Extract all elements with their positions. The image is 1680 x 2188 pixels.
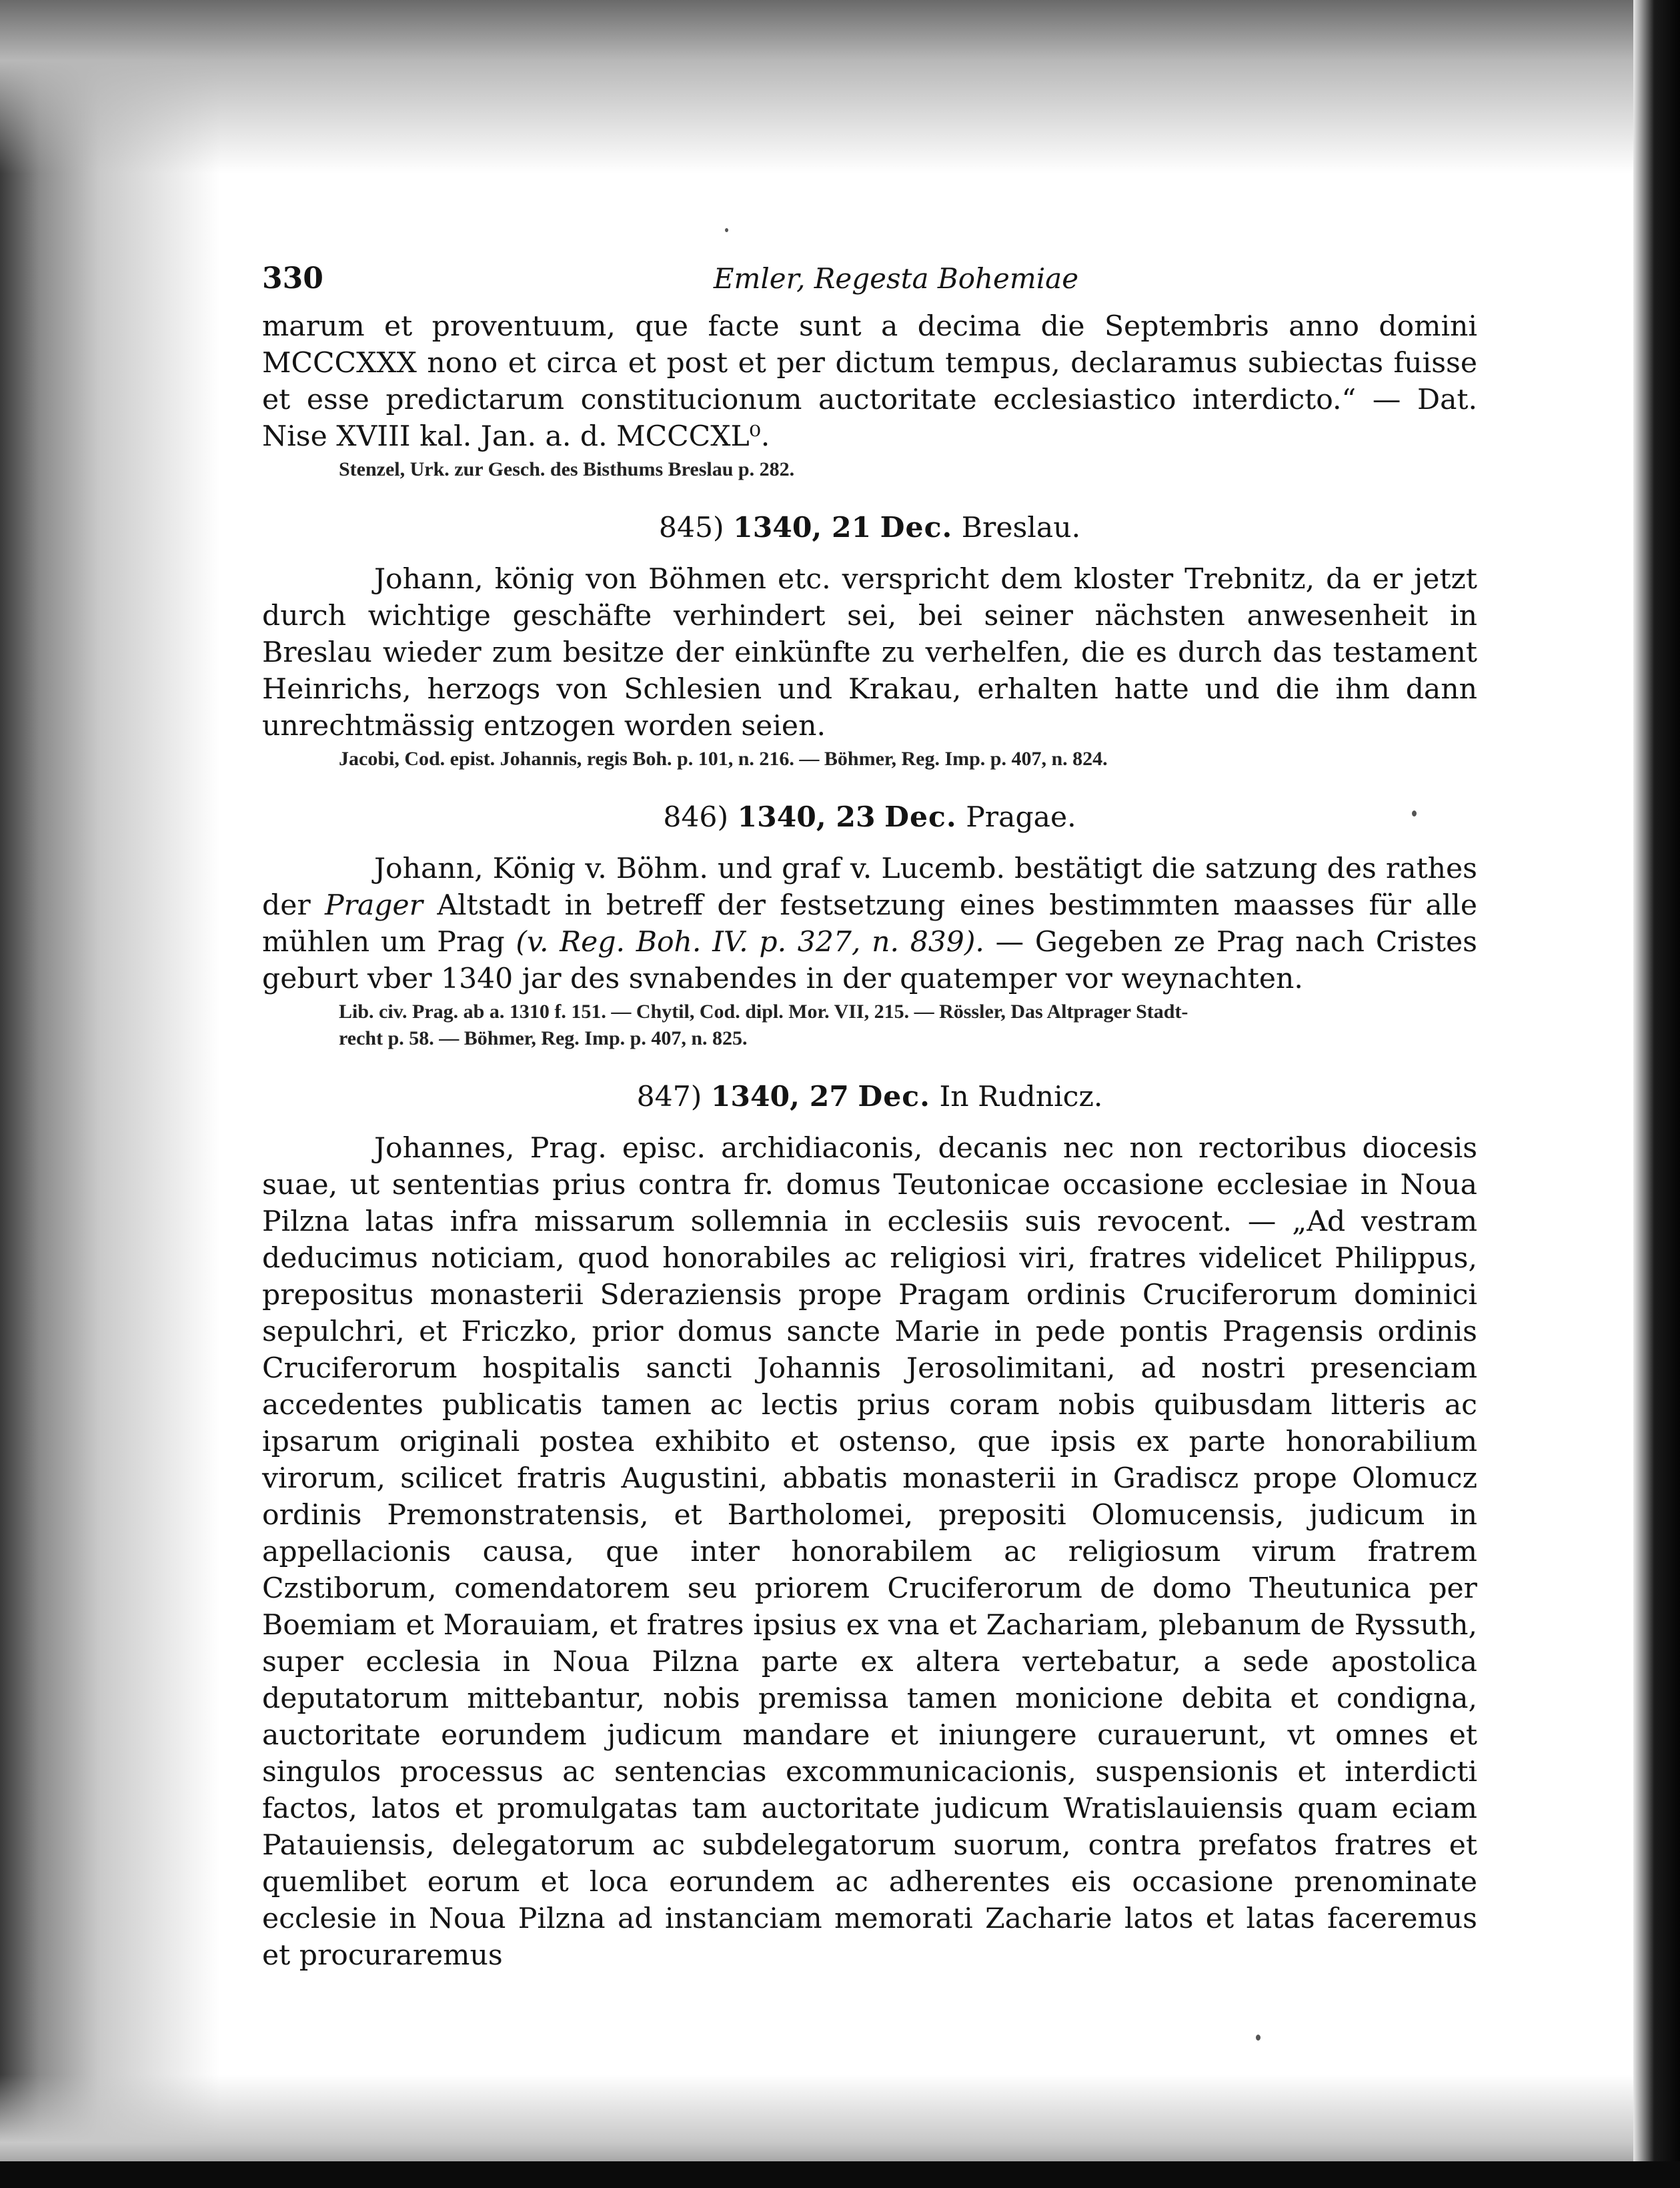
entry-number: 846) <box>663 801 729 834</box>
entry-heading-846 <box>262 799 1477 836</box>
entry-place: Breslau. <box>961 512 1081 544</box>
entry-text-italic: Prager <box>325 889 423 922</box>
entry-text-846 <box>262 851 1477 997</box>
entry-text-part: Altstadt in betreff der festsetzung eines bestimmten maasses für alle mühlen um Prag <box>262 889 1478 959</box>
entry-text-845: Johann, könig von Böhmen etc. verspricht dem kloster Trebnitz, da er jetzt durch wichtige geschäfte verhindert sei, bei seiner nächsten anwesenheit in Breslau wieder zum besitze der einkünfte zu verhelfen, die es durch das testament Heinrichs, herzogs von Schlesien und Krakau, erhalten hatte und die ihm dann unrechtmässig entzogen worden seien. <box>262 563 1477 742</box>
entry-number: 845) <box>658 512 724 544</box>
entry-citation-846: Lib. civ. Prag. ab a. 1310 f. 151. — Chytil, Cod. dipl. Mor. VII, 215. — Rössler, Das Altprager Stadt- <box>339 1001 1188 1023</box>
entry-heading-845 <box>262 510 1477 546</box>
entry-heading-847 <box>262 1079 1477 1115</box>
running-header <box>262 260 1477 307</box>
entry-place: In Rudnicz. <box>939 1081 1103 1113</box>
intro-citation: Stenzel, Urk. zur Gesch. des Bisthums Breslau p. 282. <box>339 458 795 480</box>
running-title: Emler, Regesta Bohemiae <box>713 262 1079 295</box>
entry-place: Pragae. <box>966 801 1076 834</box>
text-block <box>262 260 1477 1974</box>
entry-month: Dec. <box>884 800 957 834</box>
entry-citation-846-cont: recht p. 58. — Böhmer, Reg. Imp. p. 407, n. 825. <box>339 1027 748 1049</box>
scan-speck <box>725 228 728 232</box>
entry-text-part: Johann, König v. Böhm. und graf v. Lucemb. bestätigt die satzung des rathes der <box>262 853 1477 922</box>
scan-edge-right <box>1633 0 1680 2188</box>
scan-shadow-top <box>0 0 1680 173</box>
scan-edge-bottom <box>0 2161 1680 2188</box>
entry-number: 847) <box>636 1081 702 1113</box>
entry-date: 1340, 23 <box>737 800 876 834</box>
entry-text-part: — Gegeben ze Prag nach Cristes geburt vber 1340 jar des svnabendes in der quatemper vor weynachten. <box>262 926 1477 995</box>
entry-month: Dec. <box>858 1080 930 1113</box>
entry-date: 1340, 27 <box>710 1080 849 1113</box>
entry-citation-845: Jacobi, Cod. epist. Johannis, regis Boh. p. 101, n. 216. — Böhmer, Reg. Imp. p. 407, n. 824. <box>339 748 1108 770</box>
entry-text-847: Johannes, Prag. episc. archidiaconis, decanis nec non rectoribus diocesis suae, ut sententias prius contra fr. domus Teutonicae occasione ecclesiae in Noua Pilzna latas infra missarum sollemnia in ecclesiis suis revocent. — „Ad vestram deducimus noticiam, quod honorabiles ac religiosi viri, fratres videlicet Philippus, prepositus monasterii Sderaziensis prope Pragam ordinis Cruciferorum dominici sepulchri, et Friczko, prior domus sancte Marie in pede pontis Pragensis ordinis Cruciferorum hospitalis sancti Johannis Jerosolimitani, ad nostri presenciam accedentes publicatis tamen ac lectis prius coram nobis quibusdam litteris ac ipsarum originali postea exhibito et ostenso, que ipsis ex parte honorabilium virorum, scilicet fratris Augustini, abbatis monasterii in Gradiscz prope Olomucz ordinis Premonstratensis, et Bartholomei, prepositi Olomucensis, judicum in appellacionis causa, que inter honorabilem ac religiosum virum fratrem Czstiborum, comendatorem seu priorem Cruciferorum de domo Theutunica per Boemiam et Morauiam, et fratres ipsius ex vna et Zachariam, plebanum de Ryssuth, super ecclesia in Noua Pilzna parte ex altera vertebatur, a sede apostolica deputatorum mittebantur, nobis premissa tamen monicione debita et condigna, auctoritate eorundem judicum mandare et iniungere curauerunt, vt omnes et singulos processus ac sentencias excommunicacionis, suspensionis et interdicti factos, latos et promulgatas tam auctoritate judicum Wratislauiensis quam eciam Patauiensis, delegatorum ac subdelegatorum suorum, contra prefatos fratres et quemlibet eorum et loca eorundem ac adherentes eis occasione prenominate ecclesie in Noua Pilzna ad instanciam memorati Zacharie latos et latas faceremus et procuraremus <box>262 1132 1477 1972</box>
scan-shadow-left <box>0 0 220 2188</box>
entry-date: 1340, 21 <box>733 511 872 544</box>
entry-month: Dec. <box>880 511 953 544</box>
scan-speck <box>1256 2035 1261 2041</box>
page-number: 330 <box>262 261 323 296</box>
intro-paragraph: marum et proventuum, que facte sunt a decima die Septembris anno domini MCCCXXX nono et circa et post et per dictum tempus, declaramus subiectas fuisse et esse predictarum constitucionum auctoritate ecclesiastico interdicto.“ — Dat. Nise XVIII kal. Jan. a. d. MCCCXL⁰. <box>262 310 1477 453</box>
entry-text-reference: (v. Reg. Boh. IV. p. 327, n. 839). <box>516 926 984 959</box>
